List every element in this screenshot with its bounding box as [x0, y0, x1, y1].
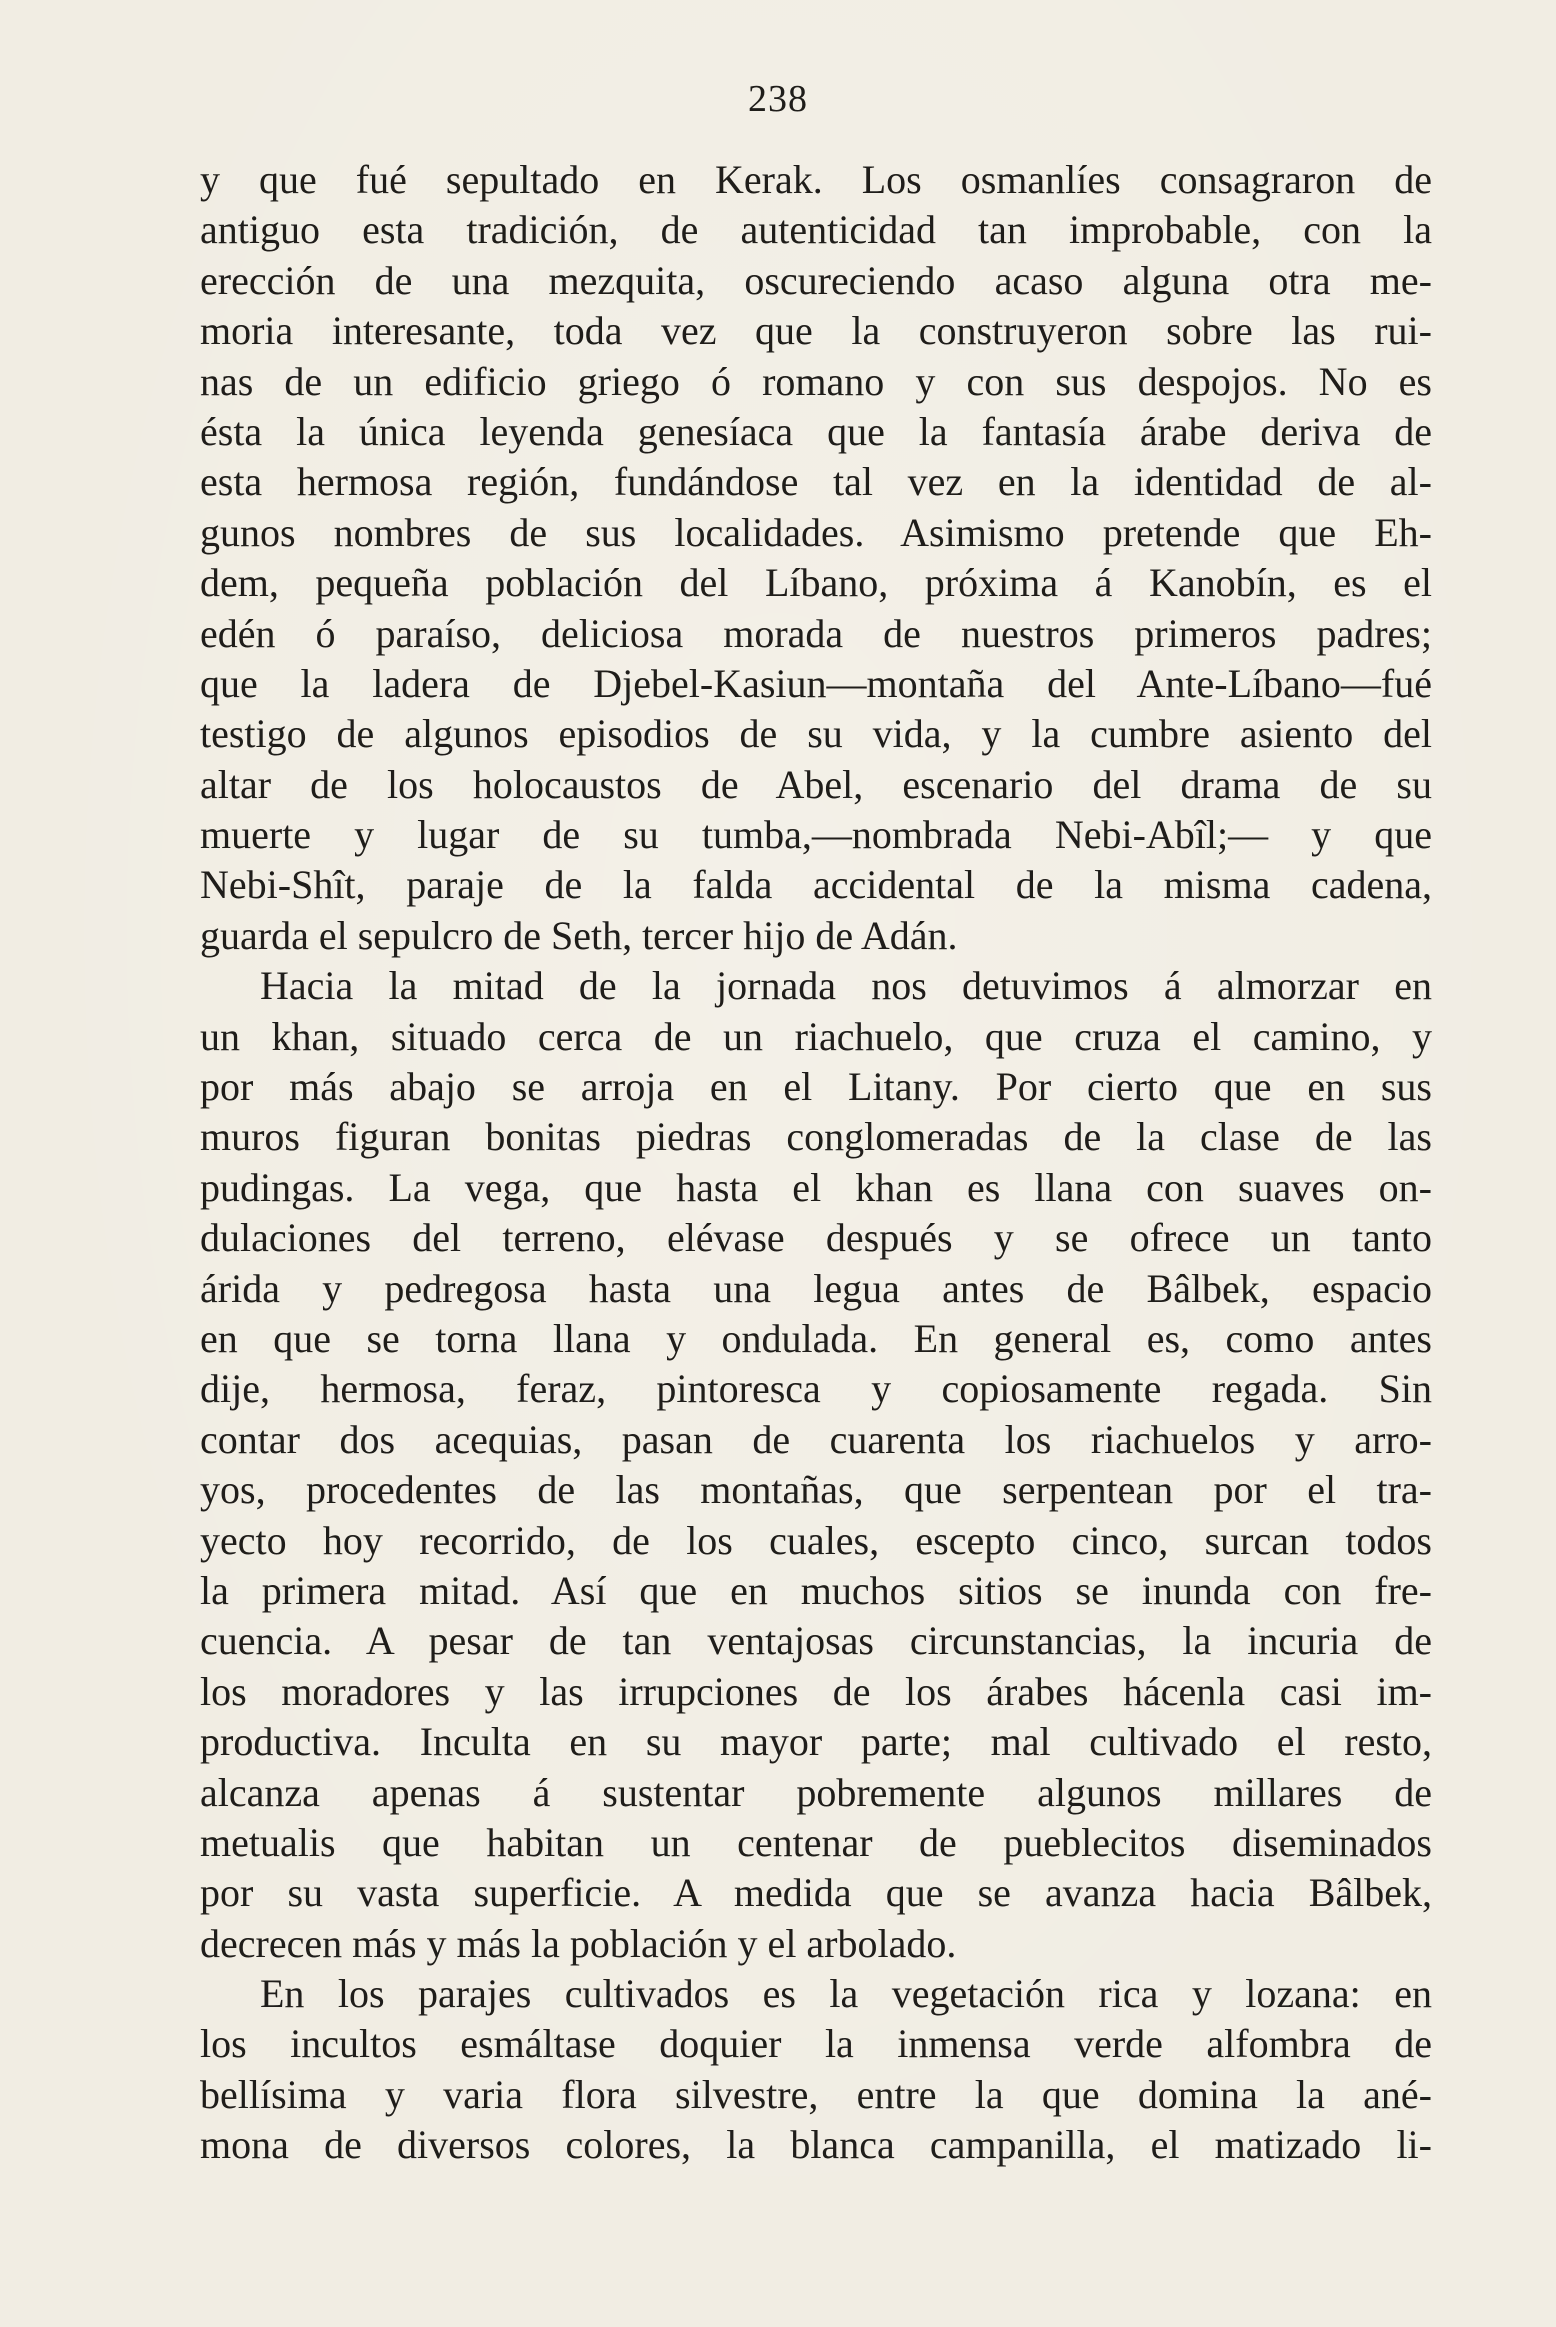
- text-line: y que fué sepultado en Kerak. Los osmanlíes consagraron de: [200, 157, 1432, 202]
- text-line: muros figuran bonitas piedras conglomeradas de la clase de las: [200, 1114, 1432, 1160]
- text-line: metualis que habitan un centenar de pueblecitos diseminados: [200, 1819, 1432, 1865]
- text-line: un khan, situado cerca de un riachuelo, que cruza el camino, y: [200, 1013, 1432, 1059]
- text-line: guarda el sepulcro de Seth, tercer hijo de Adán.: [200, 912, 958, 958]
- text-line: los moradores y las irrupciones de los árabes hácenla casi im-: [200, 1668, 1432, 1714]
- text-line: cuencia. A pesar de tan ventajosas circunstancias, la incuria de: [200, 1618, 1432, 1664]
- text-line: erección de una mezquita, oscureciendo acaso alguna otra me-: [200, 257, 1432, 303]
- page-number: 238: [748, 78, 808, 120]
- text-line: por más abajo se arroja en el Litany. Por cierto que en sus: [200, 1064, 1432, 1110]
- text-line: dulaciones del terreno, elévase después y se ofrece un tanto: [200, 1215, 1432, 1261]
- text-line: dem, pequeña población del Líbano, próxima á Kanobín, es el: [200, 560, 1432, 606]
- text-line: yecto hoy recorrido, de los cuales, escepto cinco, surcan todos: [200, 1517, 1432, 1563]
- text-line: la primera mitad. Así que en muchos sitios se inunda con fre-: [200, 1567, 1432, 1613]
- text-line: bellísima y varia flora silvestre, entre la que domina la ané-: [200, 2071, 1432, 2117]
- text-line: yos, procedentes de las montañas, que serpentean por el tra-: [200, 1467, 1432, 1513]
- text-line: en que se torna llana y ondulada. En general es, como antes: [200, 1315, 1432, 1361]
- text-line: mona de diversos colores, la blanca campanilla, el matizado li-: [200, 2122, 1432, 2168]
- text-line: Nebi-Shît, paraje de la falda accidental de la misma cadena,: [200, 862, 1432, 908]
- text-line: edén ó paraíso, deliciosa morada de nuestros primeros padres;: [200, 610, 1432, 656]
- text-line: moria interesante, toda vez que la construyeron sobre las rui-: [200, 308, 1432, 354]
- text-line: testigo de algunos episodios de su vida, y la cumbre asiento del: [200, 711, 1432, 757]
- text-line: los incultos esmáltase doquier la inmensa verde alfombra de: [200, 2021, 1432, 2067]
- text-line: alcanza apenas á sustentar pobremente algunos millares de: [200, 1769, 1432, 1815]
- text-line: muerte y lugar de su tumba,—nombrada Nebi-Abîl;— y que: [200, 812, 1432, 858]
- text-line: nas de un edificio griego ó romano y con sus despojos. No es: [200, 358, 1432, 404]
- text-line: árida y pedregosa hasta una legua antes de Bâlbek, espacio: [200, 1265, 1432, 1311]
- text-line: esta hermosa región, fundándose tal vez en la identidad de al-: [200, 459, 1432, 505]
- text-line: contar dos acequias, pasan de cuarenta los riachuelos y arro-: [200, 1416, 1432, 1462]
- text-line: pudingas. La vega, que hasta el khan es llana con suaves on-: [200, 1164, 1432, 1210]
- text-line: ésta la única leyenda genesíaca que la fantasía árabe deriva de: [200, 408, 1432, 454]
- text-line: productiva. Inculta en su mayor parte; mal cultivado el resto,: [200, 1719, 1432, 1765]
- text-line: En los parajes cultivados es la vegetación rica y lozana: en: [260, 1971, 1432, 2017]
- text-line: antiguo esta tradición, de autenticidad tan improbable, con la: [200, 207, 1432, 253]
- text-line: gunos nombres de sus localidades. Asimismo pretende que Eh-: [200, 509, 1432, 555]
- text-line: altar de los holocaustos de Abel, escenario del drama de su: [200, 761, 1432, 807]
- text-line: por su vasta superficie. A medida que se avanza hacia Bâlbek,: [200, 1870, 1432, 1916]
- text-line: dije, hermosa, feraz, pintoresca y copiosamente regada. Sin: [200, 1366, 1432, 1412]
- body-text: [200, 155, 1432, 2171]
- text-line: que la ladera de Djebel-Kasiun—montaña del Ante-Líbano—fué: [200, 660, 1432, 706]
- text-line: decrecen más y más la población y el arbolado.: [200, 1920, 957, 1966]
- text-line: Hacia la mitad de la jornada nos detuvimos á almorzar en: [260, 963, 1432, 1009]
